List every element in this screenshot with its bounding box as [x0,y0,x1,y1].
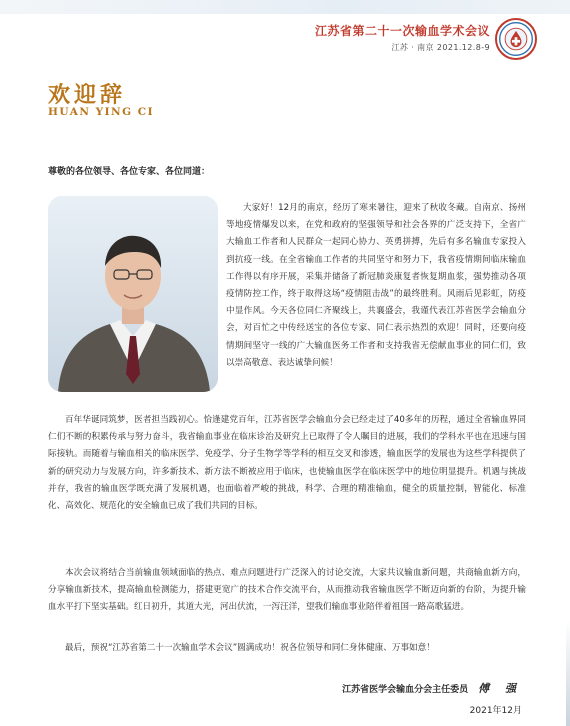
chairman-portrait-photo [48,196,218,392]
society-logo-icon [495,18,537,60]
decorative-edge [566,620,570,726]
welcome-paragraph-3: 本次会议将结合当前输血领域面临的热点、难点问题进行广泛深入的讨论交流，大家共议输血新问题，共商输血新方向，分享输血新技术，提高输血检测能力，搭建更宽广的技术合作交流平台，从而推动我省输血医学不断迈向新的台阶，为提升输血水平打下坚实基础。红日初升，其道大光，河出伏流，一泻汪洋，望我们输血事业陪伴着祖国一路高歌猛进。 [48,568,526,613]
letter-date: 2021年12月 [469,706,522,716]
welcome-paragraph-4: 最后，预祝“江苏省第二十一次输血学术会议”圆满成功！祝各位领导和同仁身体健康、万事如意！ [65,643,435,653]
welcome-pinyin: HUAN YING CI [48,106,155,118]
conference-date-location: 江苏 · 南京 2021.12.8-9 [391,43,490,52]
signature-block [342,680,522,696]
welcome-paragraph-2: 百年华诞同筑梦，医者担当践初心。恰逢建党百年，江苏省医学会输血分会已经走过了40多年的历程，通过全省输血界同仁们不断的积累传承与努力奋斗，我省输血事业在临床诊治及研究上已取得了令人瞩目的进展，我们的学科水平也在迅速与国际接轨。而随着与输血相关的临床医学、免疫学、分子生物学等学科的相互交叉和渗透，输血医学的发展也为这些学科提供了新的研究动力与发展方向，许多新技术、新方法不断被应用于临床，也使输血医学在临床医学中的地位明显提升。机遇与挑战并存，我省的输血医学既充满了发展机遇，也面临着严峻的挑战，科学、合理的精准输血，健全的质量控制，智能化、标准化、高效化、规范化的安全输血已成了我们共同的目标。 [48,415,526,512]
conference-title: 江苏省第二十一次输血学术会议 [314,24,490,38]
welcome-paragraph-1: 大家好！12月的南京，经历了寒来暑往，迎来了秋收冬藏。自南京、扬州等地疫情爆发以来，在党和政府的坚强领导和社会各界的广泛支持下，全省广大输血工作者和人民群众一起同心协力、英勇拼搏，先后有多名输血专家投入到抗疫一线。在全省输血工作者的共同坚守和努力下，我省疫情期间临床输血工作得以有序开展，采集并储备了新冠肺炎康复者恢复期血浆，强势推动各项疫情防控工作，终于取得这场“疫情阻击战”的最终胜利。风雨后见彩虹，防疫中显作风。今天各位同仁齐聚线上，共襄盛会，我谨代表江苏省医学会输血分会，对百忙之中传经送宝的各位专家、同仁表示热烈的欢迎！同时，还要向疫情期间坚守一线的广大输血医务工作者和支持我省无偿献血事业的同仁们，致以崇高敬意、表达诚挚问候！ [226,203,526,368]
top-banner-strip [0,0,570,14]
welcome-title: 欢迎辞 [48,82,127,108]
signature-organization: 江苏省医学会输血分会主任委员 [342,685,469,695]
salutation: 尊敬的各位领导、各位专家、各位同道： [48,167,211,177]
signature-name: 傅 强 [478,682,522,695]
